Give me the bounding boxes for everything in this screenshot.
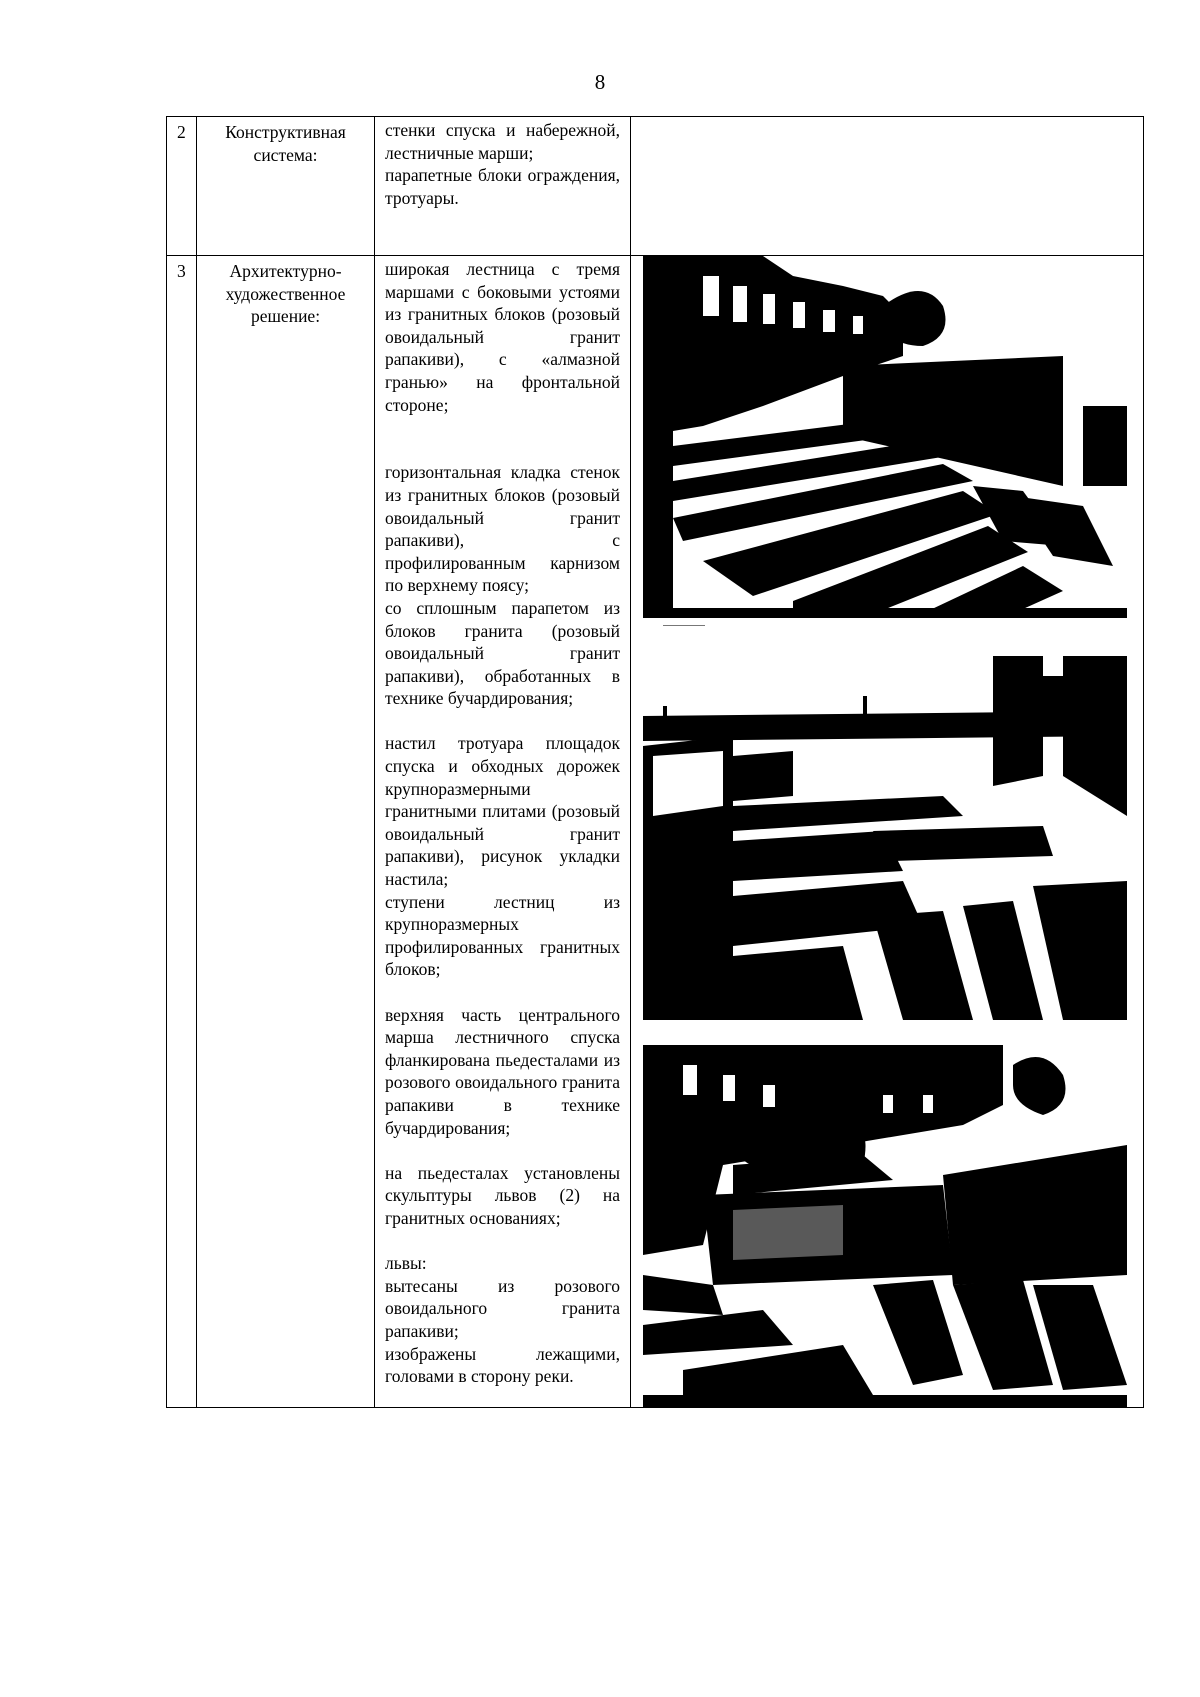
row-title: Конструктивная система: [225, 122, 346, 165]
photo-lion-sculpture [643, 1045, 1127, 1407]
row-description-cell [375, 256, 631, 1408]
table-row [167, 117, 1144, 256]
row-photo-cell [631, 117, 1144, 256]
description-line: парапетные блоки ограждения, тротуары. [385, 165, 620, 208]
description-paragraph: на пьедесталах установлены скульптуры львов (2) на гранитных основаниях; [385, 1162, 620, 1228]
description-paragraph: вытесаны из розового овоидального гранита рапакиви; [385, 1275, 620, 1341]
row-number-cell [167, 256, 197, 1408]
row-title-cell [197, 117, 375, 256]
description-paragraph: широкая лестница с тремя маршами с боковыми устоями из гранитных блоков (розовый овоидальный гранит рапакиви), с «алмазной гранью» на фронтальной стороне; [385, 259, 620, 415]
description-paragraph: горизонтальная кладка стенок из гранитных блоков (розовый овоидальный гранит рапакиви), с профилированным карнизом по верхнему поясу; [385, 462, 620, 596]
row-title-cell [197, 256, 375, 1408]
description-paragraph: настил тротуара площадок спуска и обходных дорожек крупноразмерными гранитными плитами (розовый овоидальный гранит рапакиви), рисунок укладки настила; [385, 733, 620, 890]
page-number: 8 [594, 70, 606, 94]
row-photo-cell [631, 256, 1144, 1408]
description-paragraph: верхняя часть центрального марша лестничного спуска фланкирована пьедесталами из розового овоидального гранита рапакиви в технике бучардирования; [385, 1004, 620, 1138]
row-number: 3 [177, 261, 186, 281]
description-line: стенки спуска и набережной, лестничные марши; [385, 120, 620, 163]
table-row [167, 256, 1144, 1408]
photo-stairs-river [643, 656, 1127, 1020]
description-paragraph: ступени лестниц из крупноразмерных профилированных гранитных блоков; [385, 891, 620, 980]
photo-stairs-embankment [643, 256, 1127, 618]
row-title: Архитектурно-художественное решение: [225, 261, 346, 327]
description-paragraph: со сплошным парапетом из блоков гранита (розовый овоидальный гранит рапакиви), обработанных в технике бучардирования; [385, 597, 620, 709]
description-paragraph: изображены лежащими, головами в сторону реки. [385, 1343, 620, 1387]
description-paragraph: львы: [385, 1253, 427, 1274]
row-description-cell [375, 117, 631, 256]
row-number: 2 [177, 122, 186, 142]
document-table [166, 116, 1144, 1408]
row-number-cell [167, 117, 197, 256]
